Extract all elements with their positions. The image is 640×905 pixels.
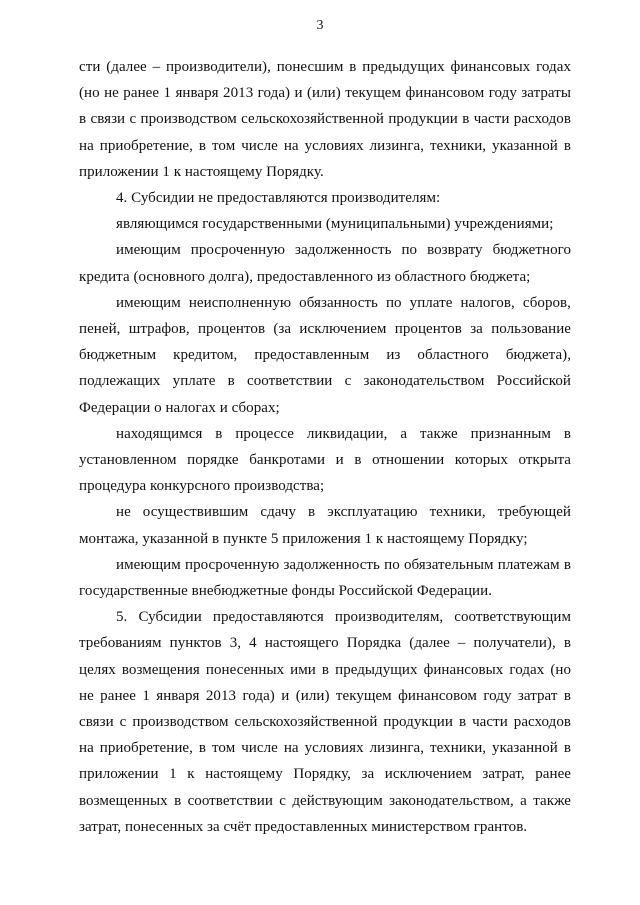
paragraph-item-budget-credit-debt: имеющим просроченную задолженность по возврату бюджетного кредита (основного долга), предоставленного из областного бюджета; <box>79 242 571 285</box>
document-body <box>79 54 571 840</box>
paragraph-clause-5: 5. Субсидии предоставляются производителям, соответствующим требованиям пунктов 3, 4 настоящего Порядка (далее – получатели), в целях возмещения понесенных ими в предыдущих финансовых годах (но не ранее 1 января 2013 года) и (или) текущем финансовом году затрат в связи с производством сельскохозяйственной продукции в части расходов на приобретение, в том числе на условиях лизинга, техники, указанной в приложении 1 к настоящему Порядку, за исключением затрат, ранее возмещенных в соответствии с действующим законодательством, а также затрат, понесенных за счёт предоставленных министерством грантов. <box>79 609 571 835</box>
paragraph-item-liquidation: находящимся в процессе ликвидации, а также признанным в установленном порядке банкротами и в отношении которых открыта процедура конкурсного производства; <box>79 425 571 495</box>
paragraph-item-equipment-commissioning: не осуществившим сдачу в эксплуатацию техники, требующей монтажа, указанной в пункте 5 приложения 1 к настоящему Порядку; <box>79 504 571 547</box>
paragraph-item-state-institutions: являющимся государственными (муниципальными) учреждениями; <box>116 216 554 233</box>
page-number: 3 <box>316 18 324 33</box>
paragraph-item-extrabudgetary-funds: имеющим просроченную задолженность по обязательным платежам в государственные внебюджетные фонды Российской Федерации. <box>79 556 571 600</box>
paragraph-continuation: сти (далее – производители), понесшим в предыдущих финансовых годах (но не ранее 1 января 2013 года) и (или) текущем финансовом году затраты в связи с производством сельскохозяйственной продукции в части расходов на приобретение, в том числе на условиях лизинга, техники, указанной в приложении 1 к настоящему Порядку. <box>79 59 571 180</box>
paragraph-item-tax-obligations: имеющим неисполненную обязанность по уплате налогов, сборов, пеней, штрафов, процентов (за исключением процентов за пользование бюджетным кредитом, предоставленным из областного бюджета), подлежащих уплате в соответствии с законодательством Российской Федерации о налогах и сборах; <box>79 294 571 416</box>
paragraph-clause-4: 4. Субсидии не предоставляются производителям: <box>116 190 441 207</box>
